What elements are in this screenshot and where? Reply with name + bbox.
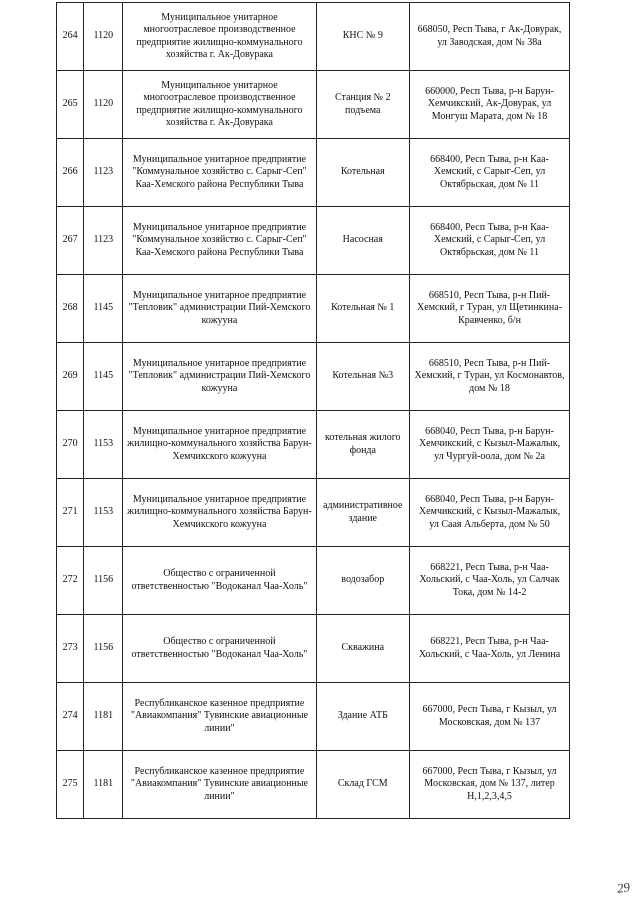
organization-cell: Муниципальное унитарное предприятие жилищно-коммунального хозяйства Барун-Хемчикского кожууна: [123, 411, 316, 479]
object-cell: Насосная: [316, 207, 410, 275]
code-cell: 1123: [84, 139, 123, 207]
row-number-cell: 275: [57, 751, 84, 819]
organization-cell: Муниципальное унитарное предприятие "Коммунальное хозяйство с. Сарыг-Сеп" Каа-Хемского района Республики Тыва: [123, 207, 316, 275]
table-row: [57, 751, 570, 819]
address-cell: 667000, Респ Тыва, г Кызыл, ул Московская, дом № 137, литер Н,1,2,3,4,5: [410, 751, 570, 819]
code-cell: 1153: [84, 411, 123, 479]
code-cell: 1145: [84, 343, 123, 411]
organization-cell: Общество с ограниченной ответственностью "Водоканал Чаа-Холь": [123, 547, 316, 615]
table-row: [57, 275, 570, 343]
row-number-cell: 273: [57, 615, 84, 683]
code-cell: 1156: [84, 615, 123, 683]
organization-cell: Муниципальное унитарное предприятие "Тепловик" администрации Пий-Хемского кожууна: [123, 343, 316, 411]
address-cell: 668510, Респ Тыва, р-н Пий-Хемский, г Туран, ул Космонавтов, дом № 18: [410, 343, 570, 411]
object-cell: КНС № 9: [316, 3, 410, 71]
organization-cell: Республиканское казенное предприятие "Авиакомпания" Тувинские авиационные линии": [123, 751, 316, 819]
table-row: [57, 615, 570, 683]
row-number-cell: 264: [57, 3, 84, 71]
address-cell: 667000, Респ Тыва, г Кызыл, ул Московская, дом № 137: [410, 683, 570, 751]
table-row: [57, 139, 570, 207]
row-number-cell: 274: [57, 683, 84, 751]
address-cell: 668221, Респ Тыва, р-н Чаа-Хольский, с Чаа-Холь, ул Салчак Тока, дом № 14-2: [410, 547, 570, 615]
object-cell: административное здание: [316, 479, 410, 547]
table-row: [57, 207, 570, 275]
row-number-cell: 271: [57, 479, 84, 547]
table-row: [57, 683, 570, 751]
organization-cell: Муниципальное унитарное предприятие "Тепловик" администрации Пий-Хемского кожууна: [123, 275, 316, 343]
code-cell: 1120: [84, 71, 123, 139]
code-cell: 1123: [84, 207, 123, 275]
code-cell: 1120: [84, 3, 123, 71]
address-cell: 668400, Респ Тыва, р-н Каа-Хемский, с Сарыг-Сеп, ул Октябрьская, дом № 11: [410, 139, 570, 207]
object-cell: Склад ГСМ: [316, 751, 410, 819]
address-cell: 660000, Респ Тыва, р-н Барун-Хемчикский, Ак-Довурак, ул Монгуш Марата, дом № 18: [410, 71, 570, 139]
object-cell: Скважина: [316, 615, 410, 683]
page-number: 29: [615, 879, 631, 896]
row-number-cell: 270: [57, 411, 84, 479]
organization-cell: Общество с ограниченной ответственностью "Водоканал Чаа-Холь": [123, 615, 316, 683]
registry-table-body: [57, 3, 570, 819]
address-cell: 668040, Респ Тыва, р-н Барун-Хемчикский, с Кызыл-Мажалык, ул Саая Альберта, дом № 50: [410, 479, 570, 547]
row-number-cell: 269: [57, 343, 84, 411]
table-row: [57, 479, 570, 547]
row-number-cell: 272: [57, 547, 84, 615]
object-cell: Котельная № 1: [316, 275, 410, 343]
row-number-cell: 266: [57, 139, 84, 207]
address-cell: 668040, Респ Тыва, р-н Барун-Хемчикский, с Кызыл-Мажалык, ул Чургуй-оола, дом № 2а: [410, 411, 570, 479]
address-cell: 668400, Респ Тыва, р-н Каа-Хемский, с Сарыг-Сеп, ул Октябрьская, дом № 11: [410, 207, 570, 275]
object-cell: водозабор: [316, 547, 410, 615]
object-cell: котельная жилого фонда: [316, 411, 410, 479]
table-row: [57, 3, 570, 71]
organization-cell: Республиканское казенное предприятие "Авиакомпания" Тувинские авиационные линии": [123, 683, 316, 751]
address-cell: 668221, Респ Тыва, р-н Чаа-Хольский, с Чаа-Холь, ул Ленина: [410, 615, 570, 683]
table-row: [57, 411, 570, 479]
organization-cell: Муниципальное унитарное многоотраслевое производственное предприятие жилищно-коммунального хозяйства г. Ак-Довурака: [123, 3, 316, 71]
organization-cell: Муниципальное унитарное многоотраслевое производственное предприятие жилищно-коммунального хозяйства г. Ак-Довурака: [123, 71, 316, 139]
object-cell: Котельная №3: [316, 343, 410, 411]
address-cell: 668510, Респ Тыва, р-н Пий-Хемский, г Туран, ул Щетинкина-Кравченко, б/н: [410, 275, 570, 343]
object-cell: Котельная: [316, 139, 410, 207]
table-row: [57, 547, 570, 615]
code-cell: 1153: [84, 479, 123, 547]
organization-cell: Муниципальное унитарное предприятие "Коммунальное хозяйство с. Сарыг-Сеп" Каа-Хемского района Республики Тыва: [123, 139, 316, 207]
address-cell: 668050, Респ Тыва, г Ак-Довурак, ул Заводская, дом № 38а: [410, 3, 570, 71]
code-cell: 1156: [84, 547, 123, 615]
row-number-cell: 265: [57, 71, 84, 139]
code-cell: 1181: [84, 751, 123, 819]
row-number-cell: 267: [57, 207, 84, 275]
object-cell: Станция № 2 подъема: [316, 71, 410, 139]
organization-cell: Муниципальное унитарное предприятие жилищно-коммунального хозяйства Барун-Хемчикского кожууна: [123, 479, 316, 547]
object-cell: Здание АТБ: [316, 683, 410, 751]
code-cell: 1181: [84, 683, 123, 751]
row-number-cell: 268: [57, 275, 84, 343]
table-row: [57, 71, 570, 139]
code-cell: 1145: [84, 275, 123, 343]
table-row: [57, 343, 570, 411]
registry-table: [56, 2, 570, 819]
